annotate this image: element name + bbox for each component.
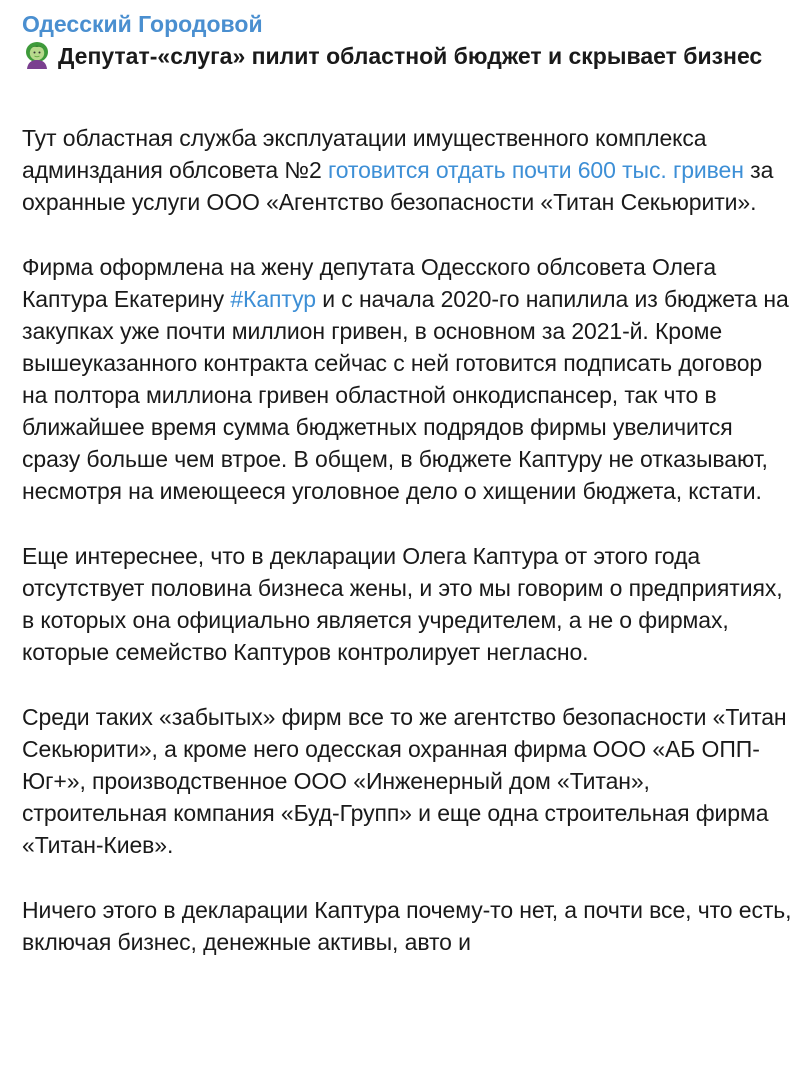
channel-name[interactable]: Одесский Городовой (22, 11, 263, 37)
paragraph-5: Ничего этого в декларации Каптура почему-то нет, а почти все, что есть, включая бизнес, денежные активы, авто и (22, 897, 792, 955)
p1-after: за охранные услуги ООО «Агентство безопасности «Титан Секьюрити». (22, 157, 774, 215)
paragraph-4: Среди таких «забытых» фирм все то же агентство безопасности «Титан Секьюрити», а кроме него одесская охранная фирма ООО «АБ ОПП-Юг+», производственное ООО «Инженерный дом «Титан», строительная компания «Буд-Групп» и еще одна строительная фирма «Титан-Киев». (22, 704, 787, 858)
paragraph-3: Еще интереснее, что в декларации Олега Каптура от этого года отсутствует половина бизнеса жены, и это мы говорим о предприятиях, в которых она официально является учредителем, а не о фирмах, которые семейство Каптуров контролирует негласно. (22, 543, 783, 665)
p1-before: Тут областная служба эксплуатации имущественного комплекса админздания облсовета №2 (22, 125, 707, 183)
paragraph-2 (22, 251, 792, 507)
p2-before: Фирма оформлена на жену депутата Одесского облсовета Олега Каптура Екатерину (22, 254, 717, 312)
headline-text: Депутат-«слуга» пилит областной бюджет и скрывает бизнес (58, 43, 763, 69)
post-headline (22, 40, 792, 72)
p2-after: и с начала 2020-го напилила из бюджета на закупках уже почти миллион гривен, в основном за 2021-й. Кроме вышеуказанного контракта сейчас с ней готовится подписать договор на полтора миллиона гривен областной онкодиспансер, так что в ближайшее время сумма бюджетных подрядов фирмы увеличится сразу больше чем втрое. В общем, в бюджете Каптуру не отказывают, несмотря на имеющееся уголовное дело о хищении бюджета, кстати. (22, 286, 789, 504)
channel-post (22, 8, 792, 958)
hashtag-link[interactable]: #Каптур (230, 286, 316, 312)
article-link[interactable]: готовится отдать почти 600 тыс. гривен (327, 157, 744, 183)
paragraph-1 (22, 122, 792, 218)
woman-zombie-emoji-icon (22, 41, 52, 69)
